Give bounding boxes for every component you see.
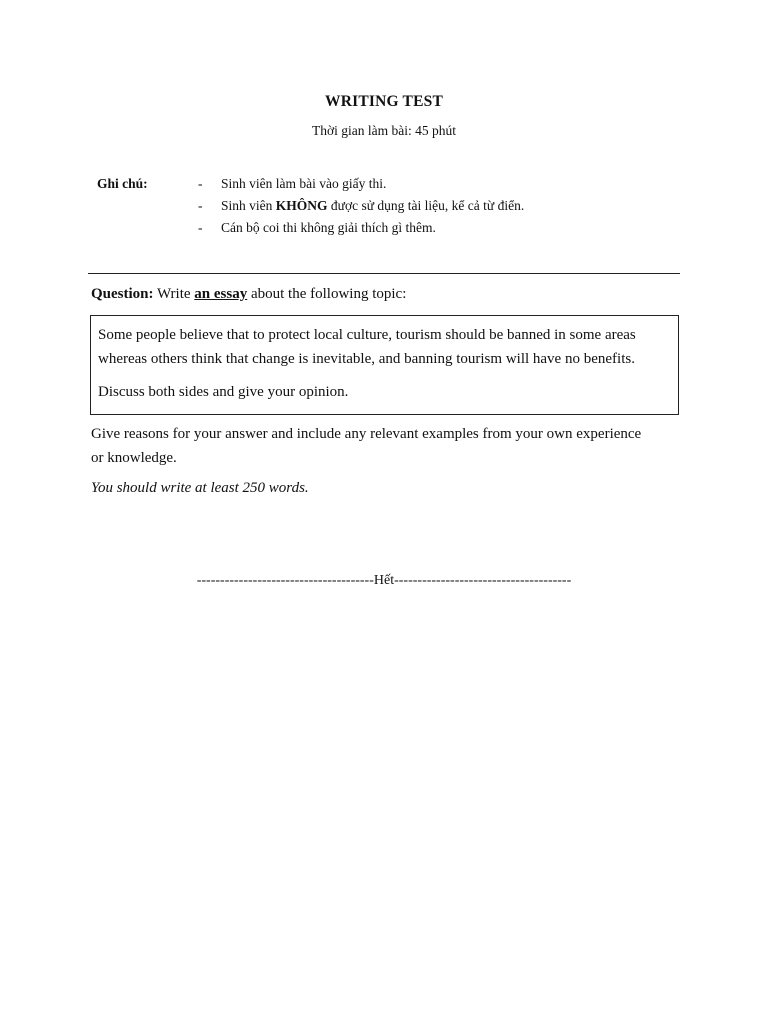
section-divider [88, 273, 680, 274]
question-line [91, 286, 406, 303]
question-label: Question: [91, 286, 154, 302]
note-item [198, 198, 524, 220]
notes-list [198, 176, 524, 242]
note-item [198, 176, 524, 198]
topic-line: Some people believe that to protect local culture, tourism should be banned in some areas [98, 327, 636, 343]
note-dash: - [198, 220, 203, 235]
answer-instructions [91, 422, 691, 470]
time-limit: Thời gian làm bài: 45 phút [312, 123, 456, 138]
instruction-line: Give reasons for your answer and include any relevant examples from your own experience [91, 426, 642, 442]
page-title: WRITING TEST [325, 93, 443, 110]
end-marker: --------------------------------------Hết-------------------------------------- [196, 573, 572, 588]
topic-line: whereas others think that change is inevitable, and banning tourism will have no benefits. [98, 351, 635, 367]
topic-prompt: Discuss both sides and give your opinion. [98, 384, 349, 400]
question-emphasis: an essay [194, 286, 248, 302]
word-count-requirement: You should write at least 250 words. [91, 480, 309, 496]
note-dash: - [198, 176, 203, 191]
question-text-continued: about the following topic: [247, 286, 407, 302]
note-text: Cán bộ coi thi không giải thích gì thêm. [221, 220, 436, 235]
note-dash: - [198, 198, 203, 213]
note-emphasis: KHÔNG [275, 198, 328, 213]
question-text: Write [153, 286, 195, 302]
note-item [198, 220, 524, 242]
note-text: Sinh viên làm bài vào giấy thi. [221, 176, 387, 191]
essay-topic-box [90, 315, 679, 415]
note-text: Sinh viên [221, 198, 276, 213]
notes-label: Ghi chú: [97, 176, 148, 191]
instruction-line: or knowledge. [91, 450, 177, 466]
note-text-continued: được sử dụng tài liệu, kể cả từ điển. [327, 198, 525, 213]
